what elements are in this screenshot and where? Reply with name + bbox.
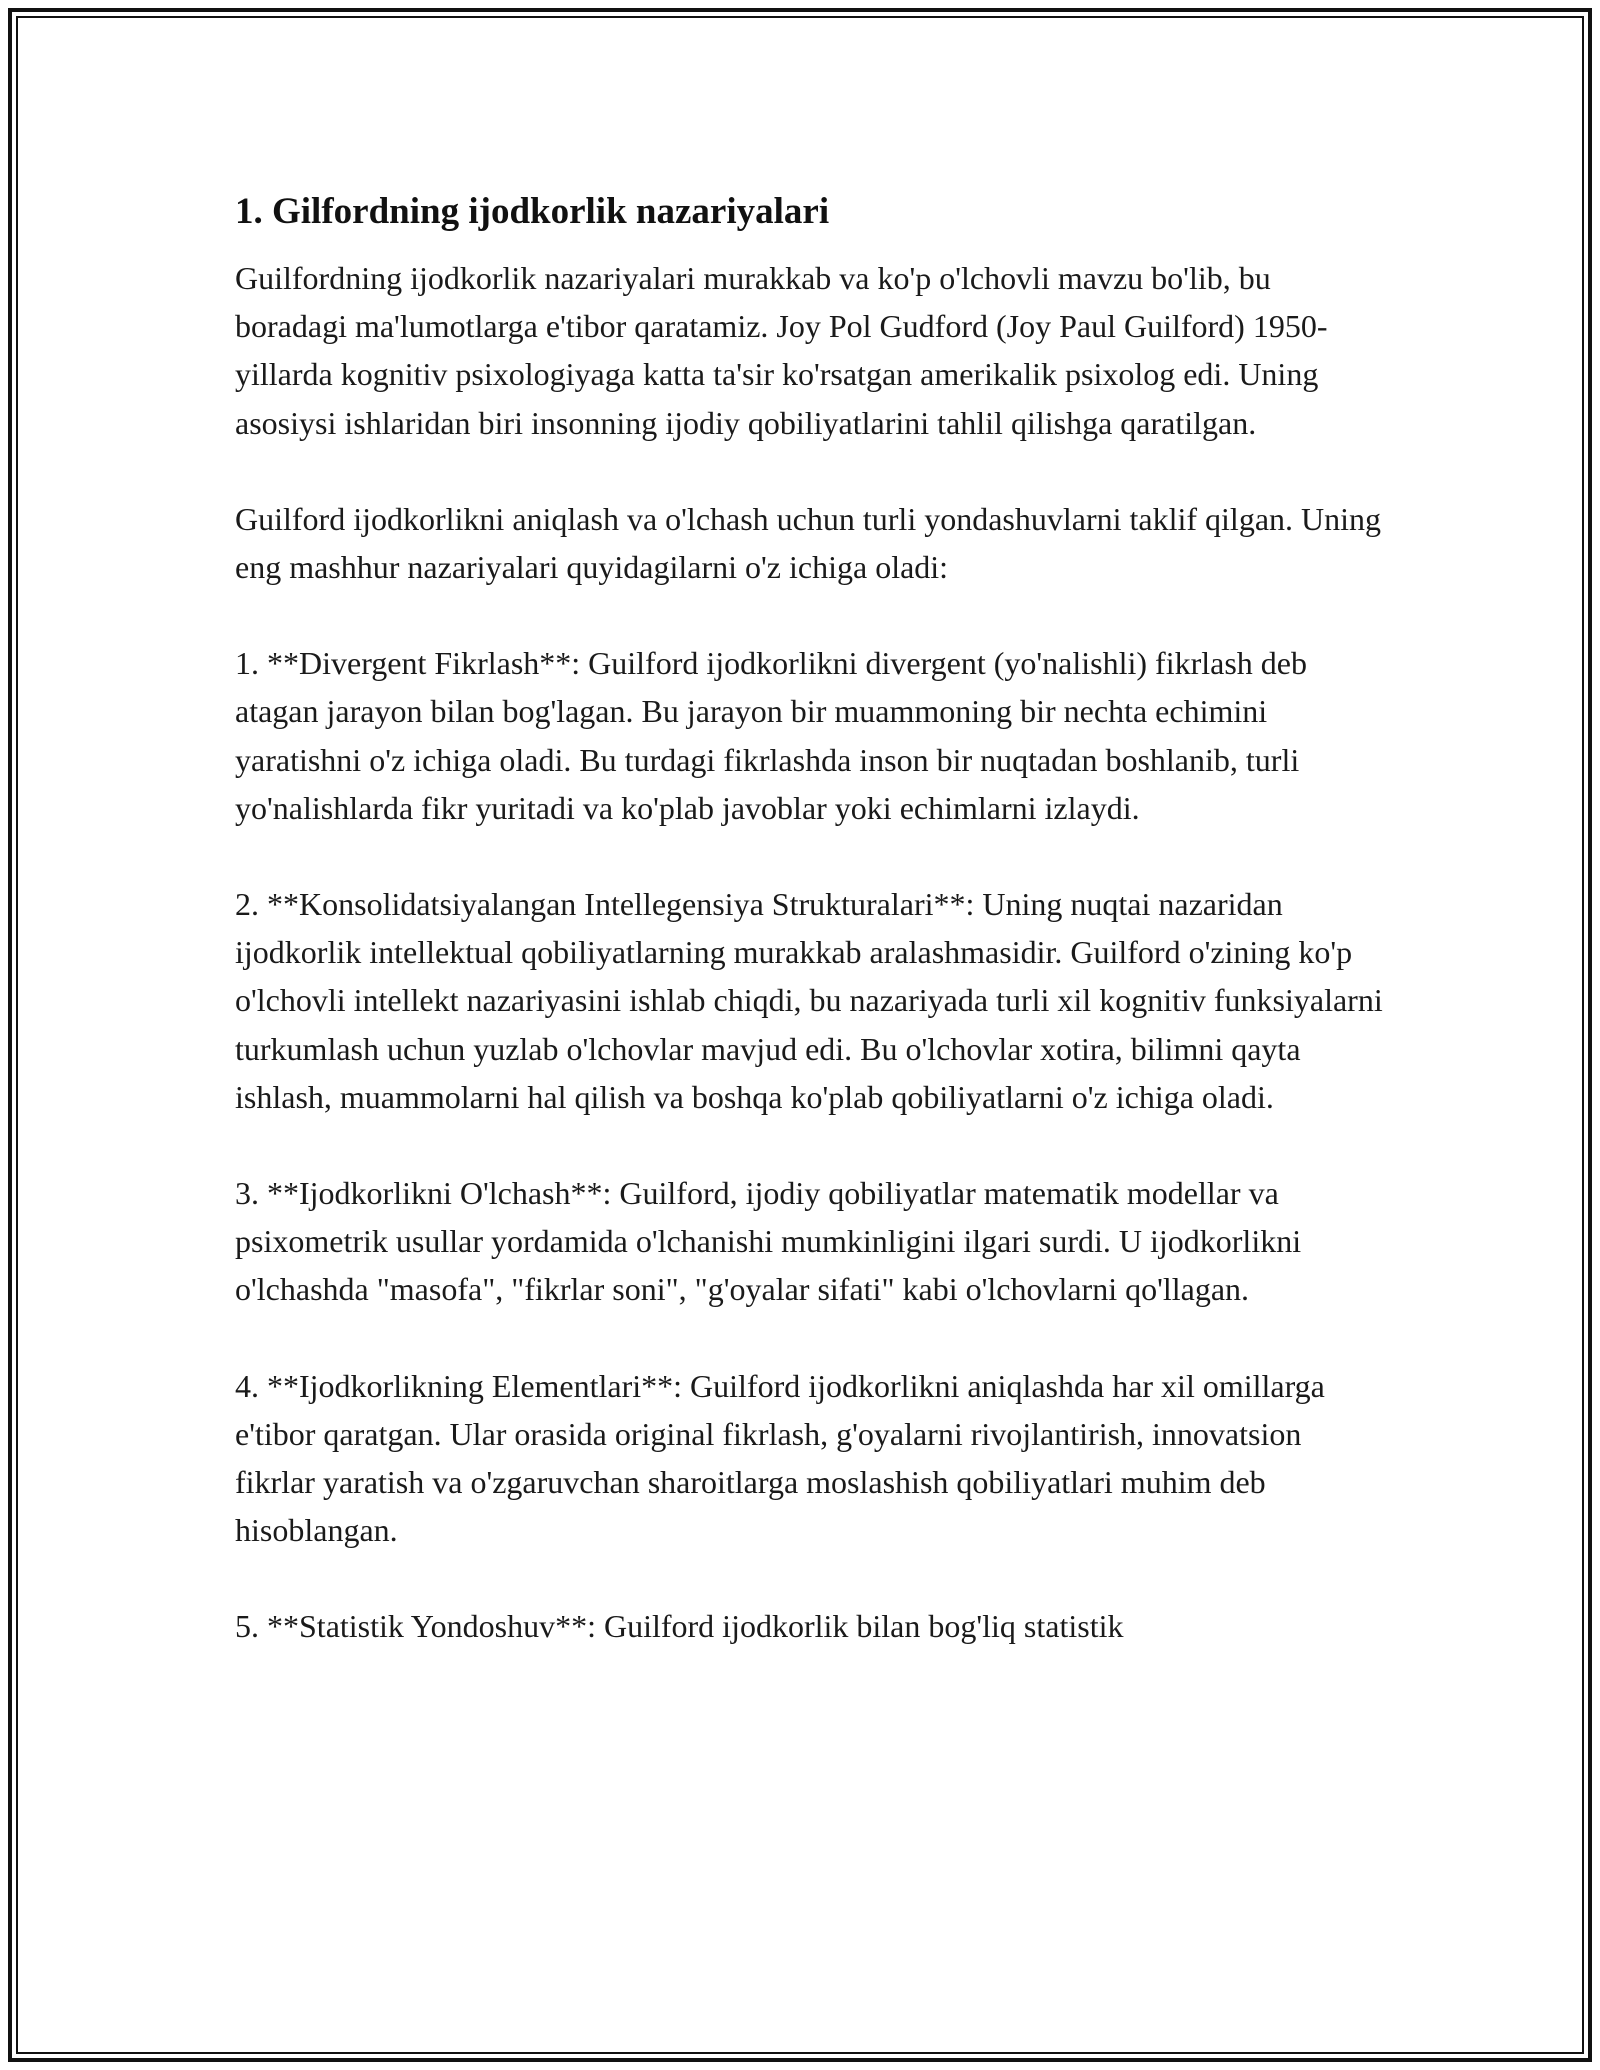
list-item-statistical-approach: 5. **Statistik Yondoshuv**: Guilford ijodkorlik bilan bog'liq statistik bbox=[235, 1608, 1124, 1645]
list-item-creativity-elements: 4. **Ijodkorlikning Elementlari**: Guilford ijodkorlikni aniqlashda har xil omillarga e'tibor qaratgan. Ular orasida original fikrlash, g'oyalarni rivojlantirish, innovatsion fikrlar yaratish va o'zgaruvchan sharoitlarga moslashish qobiliyatlari muhim deb hisoblangan. bbox=[235, 1367, 1325, 1549]
list-item-measuring-creativity: 3. **Ijodkorlikni O'lchash**: Guilford, ijodiy qobiliyatlar matematik modellar va psixometrik usullar yordamida o'lchanishi mumkinligini ilgari surdi. U ijodkorlikni o'lchashda "masofa", "fikrlar soni", "g'oyalar sifati" kabi o'lchovlarni qo'llagan. bbox=[235, 1175, 1302, 1308]
approaches-paragraph: Guilford ijodkorlikni aniqlash va o'lchash uchun turli yondashuvlarni taklif qilgan. Uning eng mashhur nazariyalari quyidagilarni o'z ichiga oladi: bbox=[235, 500, 1382, 586]
document-title: 1. Gilfordning ijodkorlik nazariyalari bbox=[235, 191, 830, 232]
intro-paragraph: Guilfordning ijodkorlik nazariyalari murakkab va ko'p o'lchovli mavzu bo'lib, bu boradagi ma'lumotlarga e'tibor qaratamiz. Joy Pol Gudford (Joy Paul Guilford) 1950-yillarda kognitiv psixologiyaga katta ta'sir ko'rsatgan amerikalik psixolog edi. Uning asosiysi ishlaridan biri insonning ijodiy qobiliyatlarini tahlil qilishga qaratilgan. bbox=[235, 260, 1328, 441]
document-body bbox=[235, 188, 1385, 1699]
list-item-intelligence-structures: 2. **Konsolidatsiyalangan Intellegensiya Strukturalari**: Uning nuqtai nazaridan ijodkorlik intellektual qobiliyatlarning murakkab aralashmasidir. Guilford o'zining ko'p o'lchovli intellekt nazariyasini ishlab chiqdi, bu nazariyada turli xil kognitiv funksiyalarni turkumlash uchun yuzlab o'lchovlar mavjud edi. Bu o'lchovlar xotira, bilimni qayta ishlash, muammolarni hal qilish va boshqa ko'plab qobiliyatlarni o'z ichiga oladi. bbox=[235, 886, 1383, 1115]
list-item-divergent-thinking: 1. **Divergent Fikrlash**: Guilford ijodkorlikni divergent (yo'nalishli) fikrlash deb atagan jarayon bilan bog'lagan. Bu jarayon bir muammoning bir nechta echimini yaratishni o'z ichiga oladi. Bu turdagi fikrlashda inson bir nuqtadan boshlanib, turli yo'nalishlarda fikr yuritadi va ko'plab javoblar yoki echimlarni izlaydi. bbox=[235, 645, 1307, 826]
